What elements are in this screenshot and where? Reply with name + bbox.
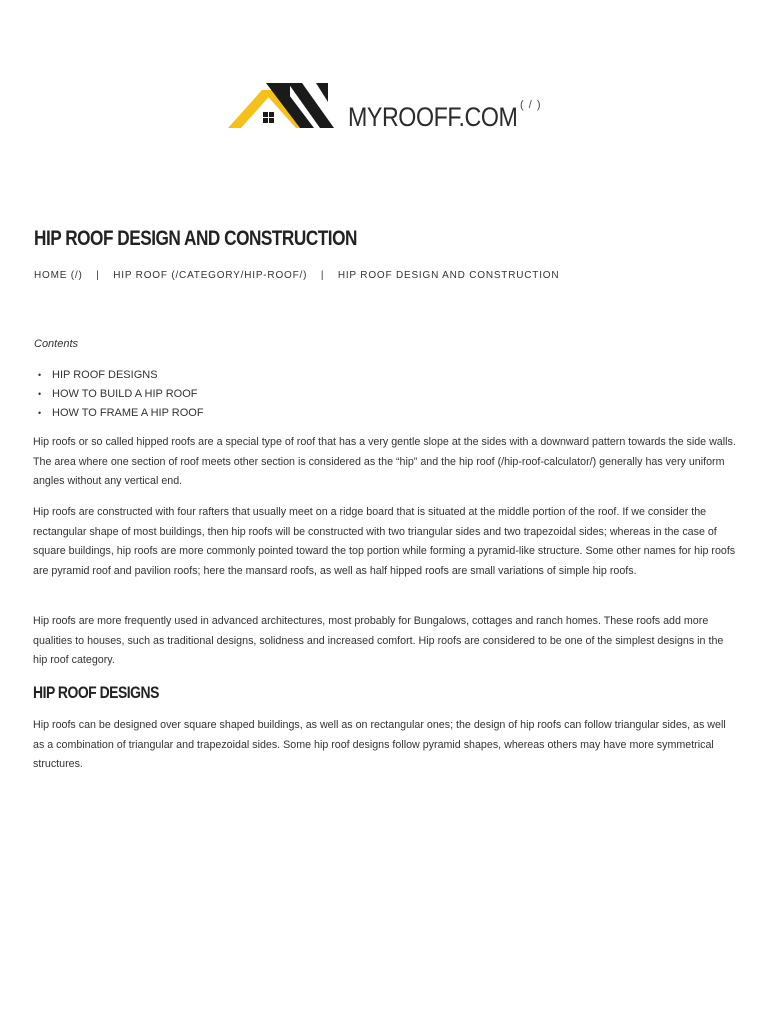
bullet-icon: • xyxy=(38,408,42,418)
page-title: HIP ROOF DESIGN AND CONSTRUCTION xyxy=(34,227,357,250)
bullet-icon: • xyxy=(38,389,42,399)
breadcrumb-separator: | xyxy=(96,270,100,281)
article-paragraph-designs: Hip roofs can be designed over square shaped buildings, as well as on rectangular ones; the design of hip roofs can follow triangular sides, as well as a combination of triangular and trapezoidal sides. Some hip roof designs follow pyramid shapes, whereas others may have more symmetrical structures. xyxy=(33,719,726,771)
breadcrumb-home-link[interactable]: HOME (/) xyxy=(34,270,83,281)
bullet-icon: • xyxy=(38,370,42,380)
article-paragraph-intro: Hip roofs or so called hipped roofs are a special type of roof that has a very gentle slope at the sides with a downward pattern towards the side walls. The area where one section of roof meets other section is considered as the “hip” and the hip roof (/hip-roof-calculator/) generally has very uniform angles without any vertical end. xyxy=(33,436,736,488)
site-header xyxy=(0,0,768,200)
table-of-contents xyxy=(38,368,204,425)
article-paragraph-usage: Hip roofs are more frequently used in advanced architectures, most probably for Bungalows, cottages and ranch homes. These roofs add more qualities to houses, such as traditional designs, solidness and increased comfort. Hip roofs are considered to be one of the simplest designs in the hip roof category. xyxy=(33,615,724,667)
toc-link-how-to-build[interactable]: HOW TO BUILD A HIP ROOF xyxy=(52,388,198,400)
logo-text: MYROOFF.COM xyxy=(348,102,518,132)
breadcrumb-category-link[interactable]: HIP ROOF (/CATEGORY/HIP-ROOF/) xyxy=(113,270,308,281)
section-heading-hip-roof-designs: HIP ROOF DESIGNS xyxy=(33,683,159,702)
toc-link-hip-roof-designs[interactable]: HIP ROOF DESIGNS xyxy=(52,369,158,381)
house-roof-logo-icon xyxy=(228,80,336,134)
logo-href-text: ( / ) xyxy=(520,99,542,111)
breadcrumb xyxy=(34,270,559,281)
toc-link-how-to-frame[interactable]: HOW TO FRAME A HIP ROOF xyxy=(52,407,204,419)
breadcrumb-separator: | xyxy=(320,270,325,281)
toc-item xyxy=(38,368,204,387)
breadcrumb-current: HIP ROOF DESIGN AND CONSTRUCTION xyxy=(337,270,560,281)
logo-link[interactable] xyxy=(228,80,545,134)
toc-label: Contents xyxy=(34,338,79,350)
toc-item xyxy=(38,406,204,425)
toc-item xyxy=(38,387,204,406)
article-paragraph-construction: Hip roofs are constructed with four rafters that usually meet on a ridge board that is situated at the middle portion of the roof. If we consider the rectangular shape of most buildings, then hip roofs will be constructed with two triangular sides and two trapezoidal sides; whereas in the case of square buildings, hip roofs are more commonly pointed toward the top portion while forming a pyramid-like structure. Some other names for hip roofs are pyramid roof and pavilion roofs; here the mansard roofs, as well as half hipped roofs are small variations of simple hip roofs. xyxy=(33,506,736,578)
